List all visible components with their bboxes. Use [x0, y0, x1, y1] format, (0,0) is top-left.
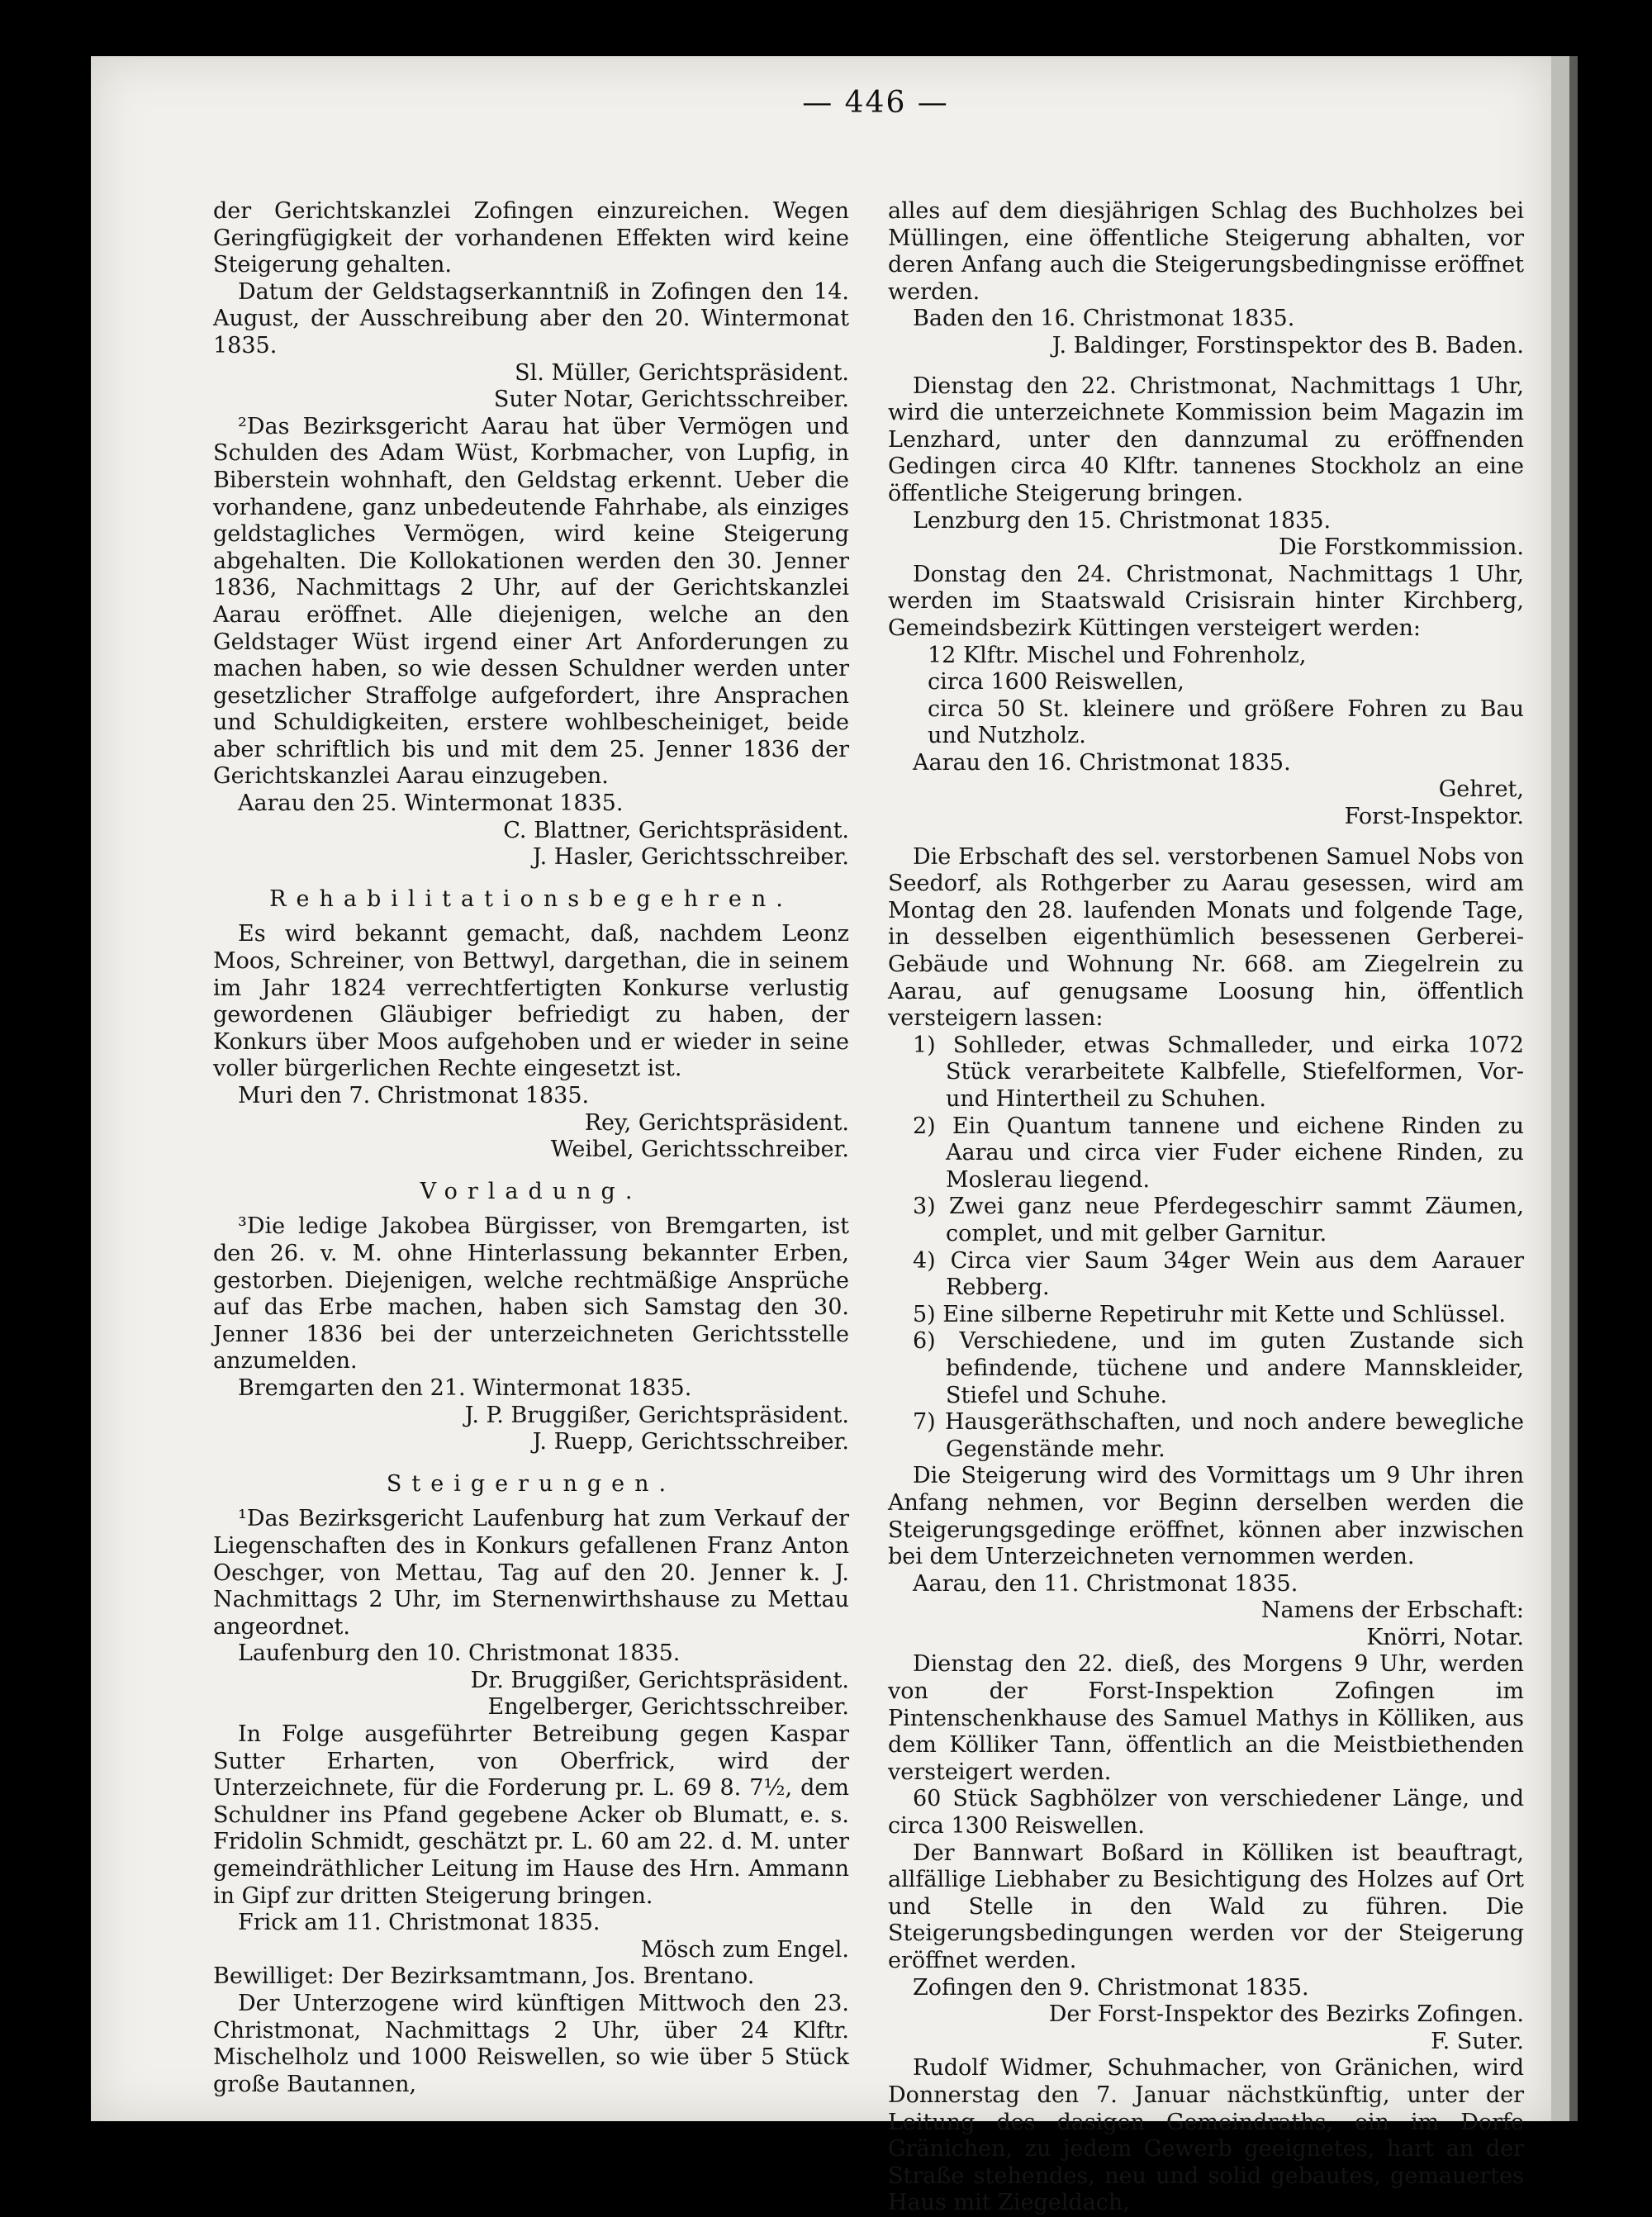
- dateline: Aarau den 16. Christmonat 1835.: [913, 749, 1291, 776]
- paragraph: Der Bannwart Boßard in Kölliken ist beauftragt, allfällige Liebhaber zu Besichtigung des Holzes auf Ort und Stelle in den Wald zu führen. Die Steigerungsbedingungen werden vor der Steigerung eröffnet werden.: [888, 1840, 1524, 1973]
- paragraph: Dienstag den 22. Christmonat, Nachmittags 1 Uhr, wird die unterzeichnete Kommission beim Magazin im Lenzhard, unter den dannzumal zu eröffnenden Gedingen circa 40 Klftr. tannenes Stockholz an eine öffentliche Steigerung bringen.: [888, 373, 1524, 506]
- page-number: — 446 —: [802, 86, 949, 120]
- paragraph: Die Erbschaft des sel. verstorbenen Samuel Nobs von Seedorf, als Rothgerber zu Aarau gesessen, wird am Montag den 28. laufenden Monats und folgende Tage, in desselben eigenthümlich besessenen Gerberei-Gebäude und Wohnung Nr. 668. am Ziegelrein zu Aarau, auf genugsame Loosung hin, öffentlich versteigern lassen:: [888, 843, 1524, 1032]
- page-edge: [1551, 56, 1569, 2121]
- paragraph: Donstag den 24. Christmonat, Nachmittags 1 Uhr, werden im Staatswald Crisisrain hinter Kirchberg, Gemeindsbezirk Küttingen versteigert werden:: [888, 561, 1524, 641]
- dateline: Frick am 11. Christmonat 1835.: [238, 1910, 601, 1936]
- paragraph: Dienstag den 22. dieß, des Morgens 9 Uhr, werden von der Forst-Inspektion Zofingen im Pintenschenkhause des Samuel Mathys in Kölliken, aus dem Kölliker Tann, öffentlich an die Meistbiethenden versteigert werden.: [888, 1651, 1524, 1785]
- left-column: [213, 198, 849, 2098]
- signature: J. Baldinger, Forstinspektor des B. Baden.: [1051, 332, 1524, 358]
- signature: Mösch zum Engel.: [640, 1936, 849, 1963]
- paragraph: der Gerichtskanzlei Zofingen einzureichen. Wegen Geringfügigkeit der vorhandenen Effekten wird keine Steigerung gehalten.: [213, 198, 849, 278]
- list-item: 12 Klftr. Mischel und Fohrenholz,: [928, 642, 1307, 668]
- paragraph: Der Unterzogene wird künftigen Mittwoch den 23. Christmonat, Nachmittags 2 Uhr, über 24 Klftr. Mischelholz und 1000 Reiswellen, so wie über 5 Stück große Bautannen,: [213, 1991, 849, 2097]
- dateline: Zofingen den 9. Christmonat 1835.: [913, 1974, 1309, 2001]
- signature: Namens der Erbschaft:: [1260, 1597, 1524, 1624]
- paragraph: Es wird bekannt gemacht, daß, nachdem Leonz Moos, Schreiner, von Bettwyl, dargethan, die in seinem im Jahr 1824 verrechtfertigten Konkurse verlustig gewordenen Gläubiger befriedigt zu haben, der Konkurs über Moos aufgehoben und er wieder in seine voller bürgerlichen Rechte eingesetzt ist.: [213, 921, 849, 1082]
- signature: Suter Notar, Gerichtsschreiber.: [493, 387, 849, 413]
- signature: Der Forst-Inspektor des Bezirks Zofingen.: [1048, 2001, 1524, 2028]
- list-item: 2) Ein Quantum tannene und eichene Rinden zu Aarau und circa vier Fuder eichene Rinden, zu Moslerau liegend.: [913, 1113, 1524, 1193]
- dateline: Baden den 16. Christmonat 1835.: [913, 306, 1295, 332]
- section-heading: Rehabilitationsbegehren.: [269, 885, 793, 912]
- signature: Engelberger, Gerichtsschreiber.: [487, 1694, 849, 1721]
- signature: C. Blattner, Gerichtspräsident.: [503, 817, 849, 843]
- paragraph: 60 Stück Sagbhölzer von verschiedener Länge, und circa 1300 Reiswellen.: [888, 1786, 1524, 1840]
- list-item: 5) Eine silberne Repetiruhr mit Kette und Schlüssel.: [913, 1301, 1507, 1327]
- section-heading: Vorladung.: [420, 1178, 643, 1204]
- dateline: Muri den 7. Christmonat 1835.: [238, 1083, 590, 1108]
- paragraph: ³Die ledige Jakobea Bürgisser, von Bremgarten, ist den 26. v. M. ohne Hinterlassung bekannter Erben, gestorben. Diejenigen, welche rechtmäßige Ansprüche auf das Erbe machen, haben sich Samstag den 30. Jenner 1836 bei der unterzeichneten Gerichtsstelle anzumelden.: [213, 1213, 849, 1374]
- list-item: 1) Sohlleder, etwas Schmalleder, und eirka 1072 Stück verarbeitete Kalbfelle, Stiefelformen, Vor- und Hintertheil zu Schuhen.: [913, 1032, 1524, 1112]
- signature: J. Ruepp, Gerichtsschreiber.: [532, 1429, 849, 1455]
- signature: Knörri, Notar.: [1366, 1624, 1524, 1650]
- list-item: 3) Zwei ganz neue Pferdegeschirr sammt Zäumen, complet, und mit gelber Garnitur.: [913, 1194, 1524, 1246]
- page-edge-shadow: [1569, 56, 1578, 2121]
- right-column: [888, 198, 1524, 2217]
- signature: F. Suter.: [1431, 2028, 1524, 2054]
- dateline: Aarau den 25. Wintermonat 1835.: [238, 790, 624, 817]
- paragraph: alles auf dem diesjährigen Schlag des Buchholzes bei Müllingen, eine öffentliche Steigerung abhalten, vor deren Anfang auch die Steigerungsbedingnisse eröffnet werden.: [888, 198, 1524, 305]
- list-item: circa 50 St. kleinere und größere Fohren zu Bau und Nutzholz.: [928, 695, 1524, 749]
- item-list: [888, 1033, 1524, 1464]
- paragraph: Datum der Geldstagserkanntniß in Zofingen den 14. August, der Ausschreibung aber den 20. Wintermonat 1835.: [213, 278, 849, 358]
- signature: Forst-Inspektor.: [1344, 804, 1524, 830]
- signature: Weibel, Gerichtsschreiber.: [550, 1137, 849, 1163]
- signature: Dr. Bruggißer, Gerichtspräsident.: [470, 1667, 849, 1693]
- paragraph: Bewilliget: Der Bezirksamtmann, Jos. Brentano.: [213, 1963, 755, 1990]
- section-heading: Steigerungen.: [386, 1470, 676, 1497]
- list-item: 7) Hausgeräthschaften, und noch andere bewegliche Gegenstände mehr.: [913, 1409, 1524, 1462]
- paragraph: Rudolf Widmer, Schuhmacher, von Gränichen, wird Donnerstag den 7. Januar nächstkünftig, unter der Leitung des dasigen Gemeindraths, ein im Dorfe Gränichen, zu jedem Gewerb geeignetes, hart an der Straße stehendes, neu und solid gebautes, gemauertes Haus mit Ziegeldach,: [888, 2055, 1524, 2216]
- dateline: Aarau, den 11. Christmonat 1835.: [913, 1570, 1298, 1597]
- paragraph: ¹Das Bezirksgericht Laufenburg hat zum Verkauf der Liegenschaften des in Konkurs gefallenen Franz Anton Oeschger, von Mettau, Tag auf den 20. Jenner k. J. Nachmittags 2 Uhr, im Sternenwirthshause zu Mettau angeordnet.: [213, 1506, 849, 1640]
- dateline: Lenzburg den 15. Christmonat 1835.: [913, 507, 1332, 534]
- signature: J. P. Bruggißer, Gerichtspräsident.: [464, 1402, 849, 1428]
- dateline: Laufenburg den 10. Christmonat 1835.: [238, 1640, 681, 1667]
- signature: Rey, Gerichtspräsident.: [584, 1109, 849, 1136]
- list-item: 6) Verschiedene, und im guten Zustande sich befindende, tüchene und andere Mannskleider, Stiefel und Schuhe.: [913, 1328, 1524, 1408]
- paragraph: In Folge ausgeführter Betreibung gegen Kaspar Sutter Erharten, von Oberfrick, wird der Unterzeichnete, für die Forderung pr. L. 69 8. 7½, dem Schuldner ins Pfand gegebene Acker ob Blumatt, e. s. Fridolin Schmidt, geschätzt pr. L. 60 am 22. d. M. unter gemeindräthlicher Leitung im Hause des Hrn. Ammann in Gipf zur dritten Steigerung bringen.: [213, 1721, 849, 1909]
- dateline: Bremgarten den 21. Wintermonat 1835.: [238, 1374, 692, 1401]
- paragraph: Die Steigerung wird des Vormittags um 9 Uhr ihren Anfang nehmen, vor Beginn derselben werden die Steigerungsgedinge eröffnet, können aber inzwischen bei dem Unterzeichneten vernommen werden.: [888, 1463, 1524, 1570]
- list-item: circa 1600 Reiswellen,: [928, 669, 1184, 695]
- paragraph: ²Das Bezirksgericht Aarau hat über Vermögen und Schulden des Adam Wüst, Korbmacher, von Lupfig, in Biberstein wohnhaft, den Geldstag erkennt. Ueber die vorhandene, ganz unbedeutende Fahrhabe, als einziges geldstagliches Vermögen, wird keine Steigerung abgehalten. Die Kollokationen werden den 30. Jenner 1836, Nachmittags 2 Uhr, auf der Gerichtskanzlei Aarau eröffnet. Alle diejenigen, welche an den Geldstager Wüst irgend einer Art Anforderungen zu machen haben, so wie dessen Schuldner werden unter gesetzlicher Straffolge aufgefordert, ihre Ansprachen und Schuldigkeiten, erstere wohlbescheiniget, beide aber schriftlich bis und mit dem 25. Jenner 1836 der Gerichtskanzlei Aarau einzugeben.: [213, 413, 849, 790]
- signature: J. Hasler, Gerichtsschreiber.: [532, 844, 849, 871]
- signature: Die Forstkommission.: [1279, 534, 1524, 561]
- signature: Sl. Müller, Gerichtspräsident.: [515, 359, 849, 386]
- signature: Gehret,: [1438, 776, 1524, 803]
- list-item: 4) Circa vier Saum 34ger Wein aus dem Aarauer Rebberg.: [913, 1247, 1524, 1301]
